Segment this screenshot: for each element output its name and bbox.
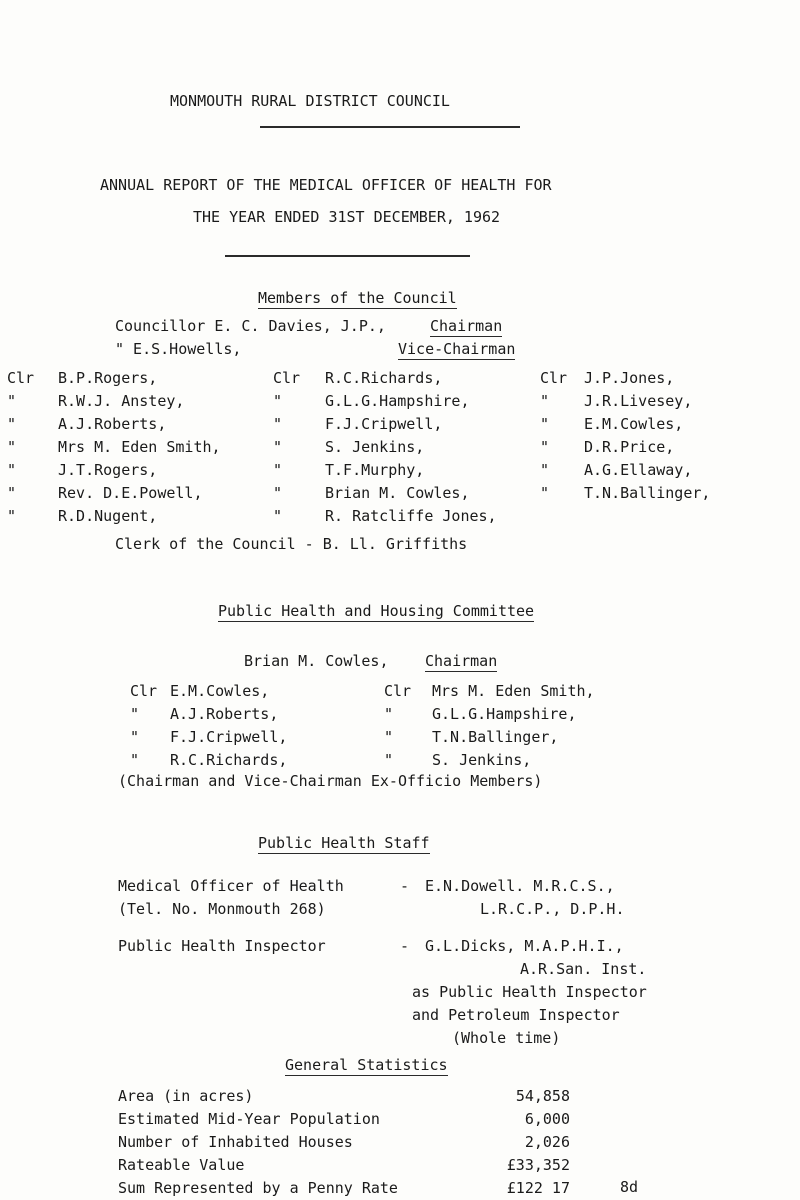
committee-member: Mrs M. Eden Smith,: [432, 682, 595, 700]
council-title: MONMOUTH RURAL DISTRICT COUNCIL: [170, 92, 450, 110]
member-name: A.G.Ellaway,: [584, 461, 693, 479]
moh-label: Medical Officer of Health: [118, 877, 344, 895]
phi-role-line1: as Public Health Inspector: [412, 983, 647, 1001]
moh-qualifications: L.R.C.P., D.P.H.: [480, 900, 625, 918]
members-heading: Members of the Council: [258, 289, 457, 307]
phi-qualifications: A.R.San. Inst.: [520, 960, 647, 978]
committee-member: F.J.Cripwell,: [170, 728, 288, 746]
vice-chairman-role: Vice-Chairman: [398, 340, 516, 358]
committee-heading: Public Health and Housing Committee: [218, 602, 535, 620]
members-col3-prefixes: Clr " " " " ": [540, 369, 568, 502]
member-name: R.C.Richards,: [325, 369, 443, 387]
member-name: S. Jenkins,: [325, 438, 425, 456]
clerk-of-council: Clerk of the Council - B. Ll. Griffiths: [115, 535, 468, 553]
phi-label: Public Health Inspector: [118, 937, 326, 955]
member-name: Mrs M. Eden Smith,: [58, 438, 221, 456]
member-name: R.W.J. Anstey,: [58, 392, 185, 410]
penny-rate-pence: 8d: [620, 1178, 639, 1196]
member-name: T.F.Murphy,: [325, 461, 425, 479]
committee-note: (Chairman and Vice-Chairman Ex-Officio Members): [118, 772, 543, 790]
committee-chairman-name: Brian M. Cowles,: [244, 652, 389, 670]
committee-left-prefixes: Clr " " ": [130, 682, 158, 769]
member-name: B.P.Rogers,: [58, 369, 158, 387]
stat-label: Rateable Value: [118, 1156, 245, 1174]
members-col1-prefixes: Clr " " " " " ": [7, 369, 35, 525]
committee-member: A.J.Roberts,: [170, 705, 279, 723]
members-col2-names: [325, 367, 497, 528]
member-name: J.P.Jones,: [584, 369, 675, 387]
member-name: A.J.Roberts,: [58, 415, 167, 433]
member-name: R.D.Nugent,: [58, 507, 158, 525]
member-name: D.R.Price,: [584, 438, 675, 456]
moh-telephone: (Tel. No. Monmouth 268): [118, 900, 326, 918]
statistics-heading: General Statistics: [285, 1056, 448, 1074]
committee-member: G.L.G.Hampshire,: [432, 705, 577, 723]
statistics-labels: [118, 1085, 398, 1200]
committee-member: E.M.Cowles,: [170, 682, 270, 700]
member-name: T.N.Ballinger,: [584, 484, 711, 502]
member-name: E.M.Cowles,: [584, 415, 684, 433]
member-name: J.R.Livesey,: [584, 392, 693, 410]
committee-chairman-role: Chairman: [425, 652, 498, 670]
stat-value: £122 17: [506, 1179, 570, 1197]
member-name: Rev. D.E.Powell,: [58, 484, 203, 502]
committee-left-names: [170, 680, 287, 772]
member-name: J.T.Rogers,: [58, 461, 158, 479]
stat-label: Number of Inhabited Houses: [118, 1133, 353, 1151]
title-rule: [260, 126, 520, 128]
member-name: F.J.Cripwell,: [325, 415, 443, 433]
statistics-values: [450, 1085, 570, 1200]
committee-member: R.C.Richards,: [170, 751, 288, 769]
members-col1-names: [58, 367, 221, 528]
stat-label: Sum Represented by a Penny Rate: [118, 1179, 398, 1197]
report-rule: [225, 255, 470, 257]
members-col3-names: [584, 367, 710, 505]
report-title-line1: ANNUAL REPORT OF THE MEDICAL OFFICER OF HEALTH FOR: [100, 176, 552, 194]
stat-value: 2,026: [524, 1133, 570, 1151]
stat-value: £33,352: [506, 1156, 570, 1174]
member-name: G.L.G.Hampshire,: [325, 392, 470, 410]
committee-member: T.N.Ballinger,: [432, 728, 559, 746]
staff-heading: Public Health Staff: [258, 834, 430, 852]
moh-dash: -: [400, 877, 410, 895]
chairman-role: Chairman: [430, 317, 503, 335]
report-title-line2: THE YEAR ENDED 31ST DECEMBER, 1962: [193, 208, 501, 226]
committee-member: S. Jenkins,: [432, 751, 532, 769]
committee-right-names: [432, 680, 595, 772]
stat-label: Estimated Mid-Year Population: [118, 1110, 380, 1128]
committee-right-prefixes: Clr " " ": [384, 682, 412, 769]
stat-label: Area (in acres): [118, 1087, 254, 1105]
vice-chairman-name: " E.S.Howells,: [115, 340, 242, 358]
phi-role-line2: and Petroleum Inspector: [412, 1006, 620, 1024]
stat-value: 54,858: [515, 1087, 570, 1105]
member-name: R. Ratcliffe Jones,: [325, 507, 497, 525]
phi-role-line3: (Whole time): [452, 1029, 561, 1047]
phi-dash: -: [400, 937, 410, 955]
member-name: Brian M. Cowles,: [325, 484, 470, 502]
members-col2-prefixes: Clr " " " " " ": [273, 369, 301, 525]
stat-value: 6,000: [524, 1110, 570, 1128]
phi-name: G.L.Dicks, M.A.P.H.I.,: [425, 937, 624, 955]
moh-name: E.N.Dowell. M.R.C.S.,: [425, 877, 615, 895]
chairman-name: Councillor E. C. Davies, J.P.,: [115, 317, 386, 335]
